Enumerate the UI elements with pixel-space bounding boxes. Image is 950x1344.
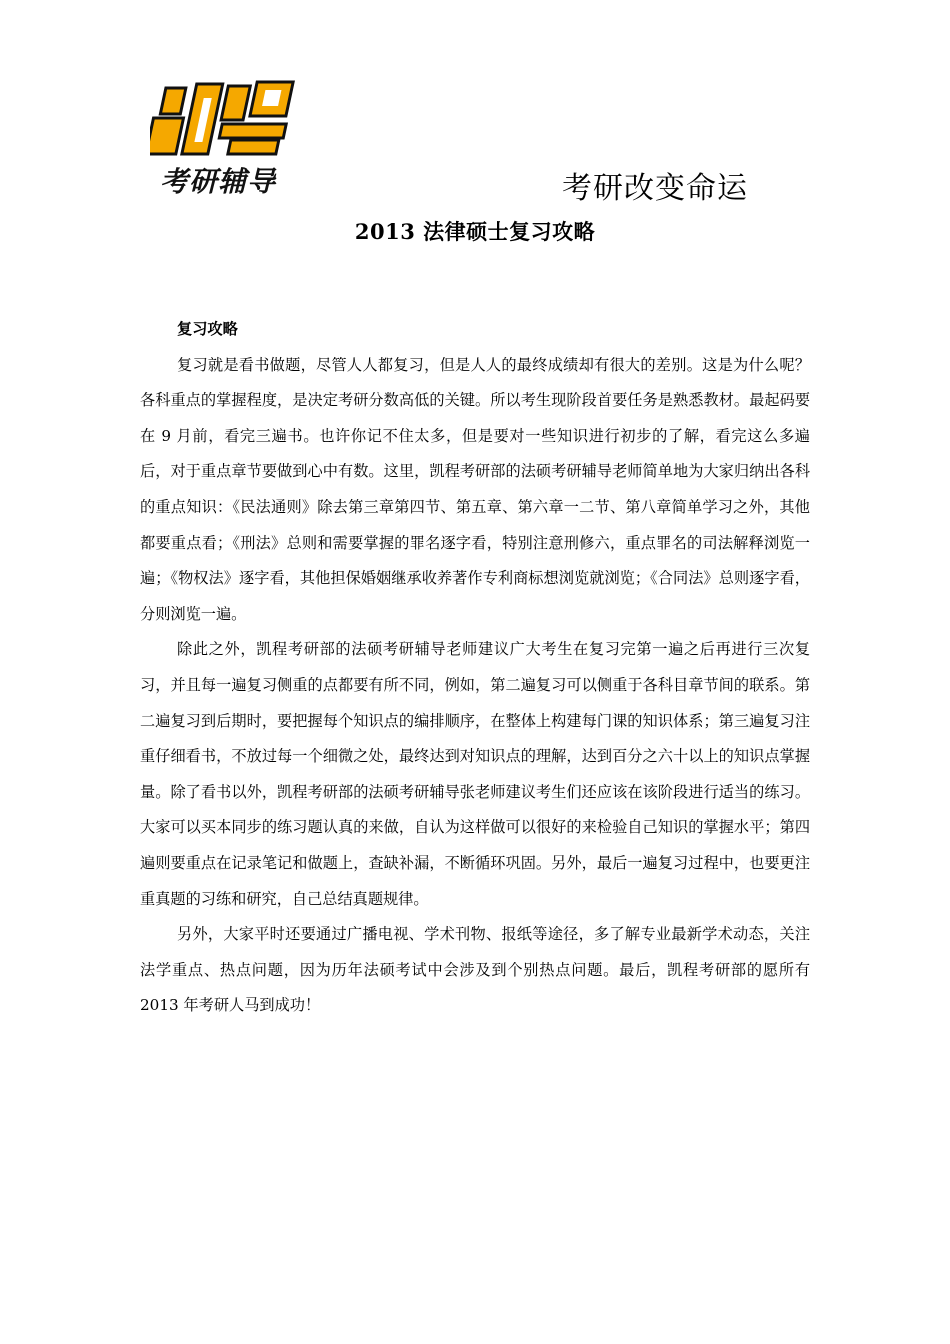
logo-subtitle: 考研辅导	[160, 165, 277, 198]
paragraph-1: 复习就是看书做题，尽管人人都复习，但是人人的最终成绩却有很大的差别。这是为什么呢？各科重点的掌握程度，是决定考研分数高低的关键。所以考生现阶段首要任务是熟悉教材。最起码要在 9 月前，看完三遍书。也许你记不住太多，但是要对一些知识进行初步的了解，看完这么多遍后，对于重点章节要做到心中有数。这里，凯程考研部的法硕考研辅导老师简单地为大家归纳出各科的重点知识：《民法通则》除去第三章第四节、第五章、第六章一二节、第八章简单学习之外，其他都要重点看；《刑法》总则和需要掌握的罪名逐字看，特别注意刑修六，重点罪名的司法解释浏览一遍；《物权法》逐字看，其他担保婚姻继承收养著作专利商标想浏览就浏览；《合同法》总则逐字看，分则浏览一遍。	[140, 355, 810, 623]
page-title: 2013 法律硕士复习攻略	[354, 219, 596, 244]
section-heading: 复习攻略	[177, 320, 238, 338]
paragraph-2: 除此之外，凯程考研部的法硕考研辅导老师建议广大考生在复习完第一遍之后再进行三次复习，并且每一遍复习侧重的点都要有所不同，例如，第二遍复习可以侧重于各科目章节间的联系。第二遍复习到后期时，要把握每个知识点的编排顺序，在整体上构建每门课的知识体系；第三遍复习注重仔细看书，不放过每一个细微之处，最终达到对知识点的理解，达到百分之六十以上的知识点掌握量。除了看书以外，凯程考研部的法硕考研辅导张老师建议考生们还应该在该阶段进行适当的练习。大家可以买本同步的练习题认真的来做，自认为这样做可以很好的来检验自己知识的掌握水平；第四遍则要重点在记录笔记和做题上，查缺补漏，不断循环巩固。另外，最后一遍复习过程中，也要更注重真题的习练和研究，自己总结真题规律。	[140, 640, 810, 908]
logo	[150, 78, 300, 198]
paragraph-3: 另外，大家平时还要通过广播电视、学术刊物、报纸等途径，多了解专业最新学术动态，关注法学重点、热点问题，因为历年法硕考试中会涉及到个别热点问题。最后，凯程考研部的愿所有 2013 年考研人马到成功！	[140, 925, 810, 1015]
document-body	[140, 312, 810, 1024]
slogan: 考研改变命运	[562, 171, 748, 206]
